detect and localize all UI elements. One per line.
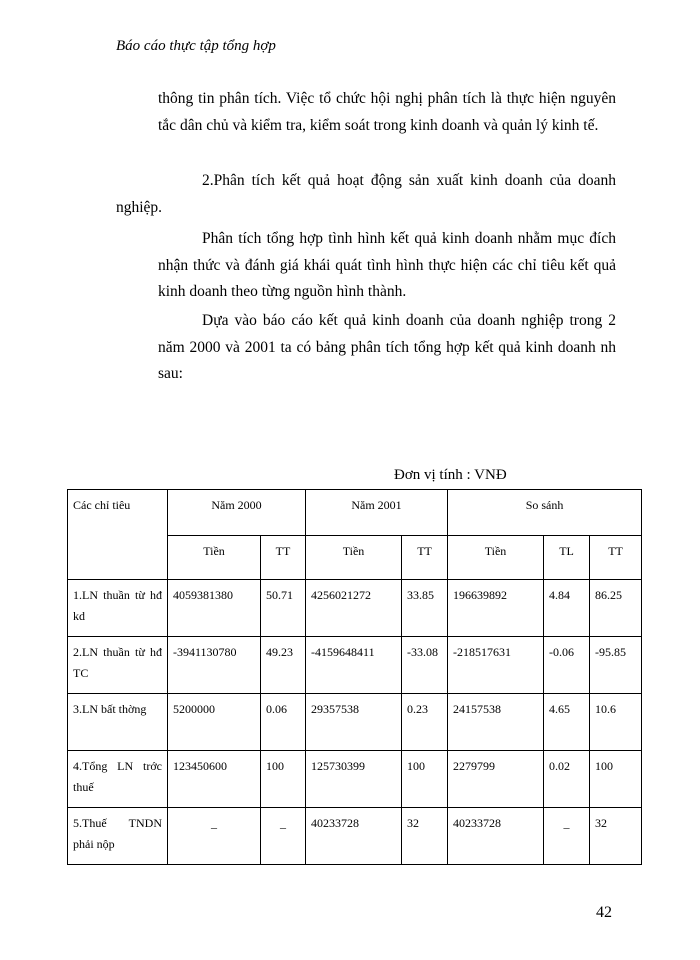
table-cell: -95.85: [590, 637, 642, 694]
table-cell: 0.23: [402, 694, 448, 751]
table-cell: 4256021272: [306, 580, 402, 637]
table-cell: 2279799: [448, 751, 544, 808]
table-row: [68, 694, 642, 751]
table-cell: _: [168, 808, 261, 865]
table-cell: 0.06: [261, 694, 306, 751]
table-cell: 100: [590, 751, 642, 808]
table-cell: 32: [590, 808, 642, 865]
table-row: [68, 751, 642, 808]
table-cell: 49.23: [261, 637, 306, 694]
header-compare: So sánh: [448, 490, 642, 536]
row-label: 1.LN thuần từ hđ kd: [68, 580, 168, 637]
table-row: [68, 580, 642, 637]
table-cell: 24157538: [448, 694, 544, 751]
table-cell: -0.06: [544, 637, 590, 694]
subheader-cell: TL: [544, 536, 590, 580]
subheader-cell: TT: [590, 536, 642, 580]
header-year-2001: Năm 2001: [306, 490, 448, 536]
table-row: [68, 637, 642, 694]
table-cell: 33.85: [402, 580, 448, 637]
table-cell: -33.08: [402, 637, 448, 694]
subheader-cell: TT: [261, 536, 306, 580]
row-label: 5.Thuế TNDN phải nộp: [68, 808, 168, 865]
table-cell: -4159648411: [306, 637, 402, 694]
paragraph-1: thông tin phân tích. Việc tổ chức hội nghị phân tích là thực hiện nguyên tắc dân chủ và kiểm tra, kiểm soát trong kinh doanh và quản lý kinh tế.: [158, 90, 616, 134]
table-cell: 4.65: [544, 694, 590, 751]
table-cell: 86.25: [590, 580, 642, 637]
row-label: 3.LN bất thờng: [68, 694, 168, 751]
paragraph-4: Dựa vào báo cáo kết quả kinh doanh của doanh nghiệp trong 2 năm 2000 và 2001 ta có bảng phân tích tổng hợp kết quả kinh doanh nh sau:: [158, 312, 616, 382]
unit-label: Đơn vị tính : VNĐ: [394, 467, 507, 483]
subheader-cell: Tiền: [306, 536, 402, 580]
header-indicators: Các chỉ tiêu: [68, 490, 168, 580]
table-cell: 0.02: [544, 751, 590, 808]
header-title: Báo cáo thực tập tổng hợp: [116, 38, 276, 54]
table-cell: 196639892: [448, 580, 544, 637]
table-cell: 100: [402, 751, 448, 808]
table-cell: 40233728: [448, 808, 544, 865]
summary-table: [67, 489, 642, 865]
table-cell: 29357538: [306, 694, 402, 751]
table-cell: 125730399: [306, 751, 402, 808]
row-label: 4.Tổng LN trớc thuế: [68, 751, 168, 808]
table-cell: _: [544, 808, 590, 865]
subheader-cell: TT: [402, 536, 448, 580]
table-cell: 123450600: [168, 751, 261, 808]
table-cell: 4.84: [544, 580, 590, 637]
row-label: 2.LN thuần từ hđ TC: [68, 637, 168, 694]
page-number: 42: [596, 904, 612, 921]
table-cell: -218517631: [448, 637, 544, 694]
table-cell: 50.71: [261, 580, 306, 637]
table-header-row: [68, 490, 642, 536]
table-row: [68, 808, 642, 865]
header-year-2000: Năm 2000: [168, 490, 306, 536]
table-cell: 100: [261, 751, 306, 808]
paragraph-3: Phân tích tổng hợp tình hình kết quả kinh doanh nhằm mục đích nhận thức và đánh giá khái quát tình hình thực hiện các chỉ tiêu kết quả kinh doanh theo từng nguồn hình thành.: [158, 230, 616, 300]
table-cell: -3941130780: [168, 637, 261, 694]
table-cell: 32: [402, 808, 448, 865]
table-cell: _: [261, 808, 306, 865]
subheader-cell: Tiền: [168, 536, 261, 580]
table-cell: 10.6: [590, 694, 642, 751]
table-cell: 5200000: [168, 694, 261, 751]
subheader-cell: Tiền: [448, 536, 544, 580]
section-heading: 2.Phân tích kết quả hoạt động sản xuất kinh doanh của doanh nghiệp.: [116, 172, 616, 216]
table-cell: 4059381380: [168, 580, 261, 637]
table-cell: 40233728: [306, 808, 402, 865]
